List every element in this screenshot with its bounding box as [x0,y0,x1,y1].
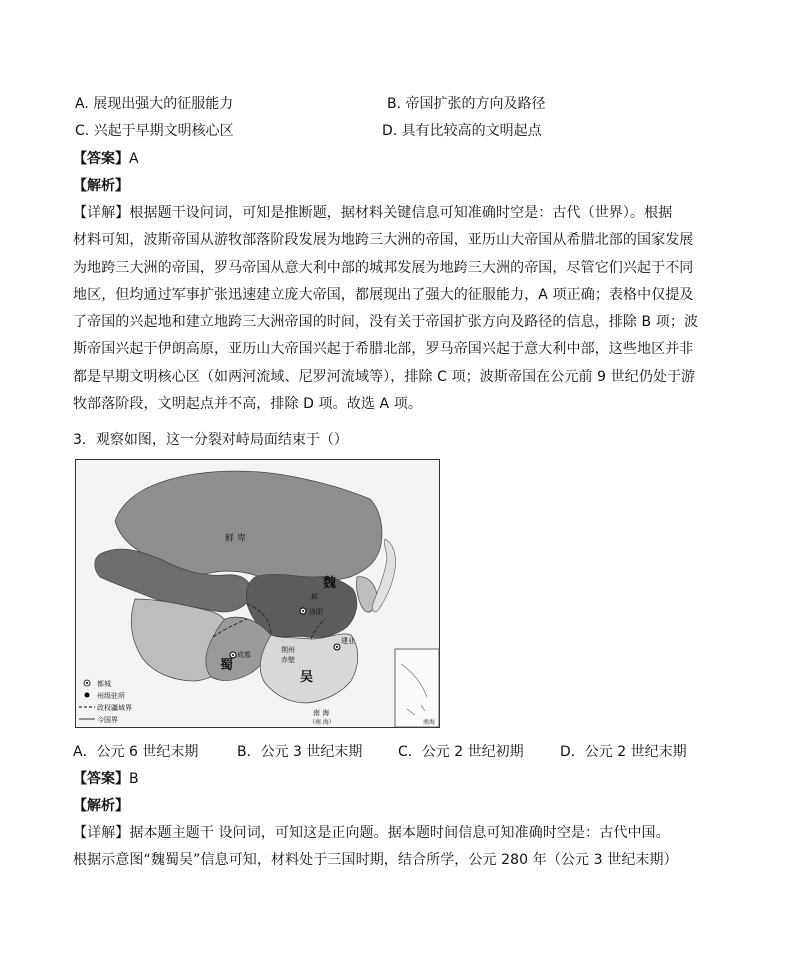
detail-line: 【详解】根据题干设问词，可知是推断题，据材料关键信息可知准确时空是：古代（世界）。根据 [73,205,673,221]
detail-line: 地区，但均通过军事扩张迅速建立庞大帝国，都展现出了强大的征服能力，A 项正确；表格中仅提及 [73,286,694,303]
q3-option-a: A．公元 6 世纪末期 [73,744,199,760]
detail-line: 牧部落阶段，文明起点并不高，排除 D 项。故选 A 项。 [73,396,422,413]
inset-frame [395,649,439,727]
label-wei: 魏 [323,576,337,591]
q2-answer [73,149,139,169]
label-shu: 蜀 [220,658,234,673]
legend-border: 今国界 [97,716,118,724]
label-xianbei: 鲜 卑 [225,534,246,544]
legend-prefecture: 州级驻所 [97,692,125,700]
detail-line: 为地跨三大洲的帝国，罗马帝国从意大利中部的城邦发展为地跨三大洲的帝国，尽管它们兴起于不同 [73,259,694,276]
detail-line: 斯帝国兴起于伊朗高原，亚历山大帝国兴起于希腊北部，罗马帝国兴起于意大利中部，这些地区并非 [73,341,694,358]
q2-option-a: A. 展现出强大的征服能力 [75,96,234,112]
label-jingzhou: 荆州 [281,646,295,654]
q2-analysis-label: 【解析】 [73,178,129,194]
detail-line: 材料可知，波斯帝国从游牧部落阶段发展为地跨三大洲的帝国，亚历山大帝国从希腊北部的国家发展 [73,232,694,249]
answer-value: B [129,771,139,787]
label-wu: 吴 [300,670,314,685]
label-jianye: 建业 [341,637,355,645]
q3-option-c: C．公元 2 世纪初期 [398,744,524,760]
answer-label: 【答案】 [73,151,129,167]
detail-line: 【详解】据本题主题干 设问词，可知这是正向题。据本题时间信息可知准确时空是：古代中国。 [73,825,670,841]
label-chibi: 赤壁 [281,656,295,664]
q2-option-b: B. 帝国扩张的方向及路径 [387,96,546,112]
detail-line: 都是早期文明核心区（如两河流域、尼罗河流域等），排除 C 项；波斯帝国在公元前 9 世纪仍处于游 [73,368,696,385]
label-nanhai-sub: （南 海） [309,719,335,726]
label-luoyang: 洛阳 [309,608,323,616]
q3-option-d: D．公元 2 世纪末期 [560,744,687,760]
detail-line: 了帝国的兴起地和建立地跨三大洲帝国的时间，没有关于帝国扩张方向及路径的信息，排除 B 项；波 [73,314,699,331]
answer-label: 【答案】 [73,771,129,787]
three-kingdoms-map [75,459,440,728]
label-yecheng: 邺 [311,593,318,601]
answer-value: A [129,151,139,167]
legend-prefecture-icon [85,693,90,698]
legend-regime: 政权疆域界 [97,704,132,712]
label-inset: 南海 [423,719,436,726]
q3-answer [73,769,139,789]
q2-option-c: C. 兴起于早期文明核心区 [75,123,234,139]
label-nanhai: 南 海 [313,709,330,717]
q3-stem: 3．观察如图，这一分裂对峙局面结束于（） [73,432,348,448]
legend-capital: 都城 [97,680,111,688]
label-chengdu: 成都 [237,651,251,659]
q3-analysis-label: 【解析】 [73,798,129,814]
q3-detail [73,820,713,875]
q2-option-d: D. 具有比较高的文明起点 [382,123,542,139]
q3-option-b: B．公元 3 世纪末期 [237,744,363,760]
q2-detail [73,200,713,418]
detail-line: 根据示意图“魏蜀吴”信息可知，材料处于三国时期，结合所学，公元 280 年（公元 3 世纪末期） [73,852,678,869]
